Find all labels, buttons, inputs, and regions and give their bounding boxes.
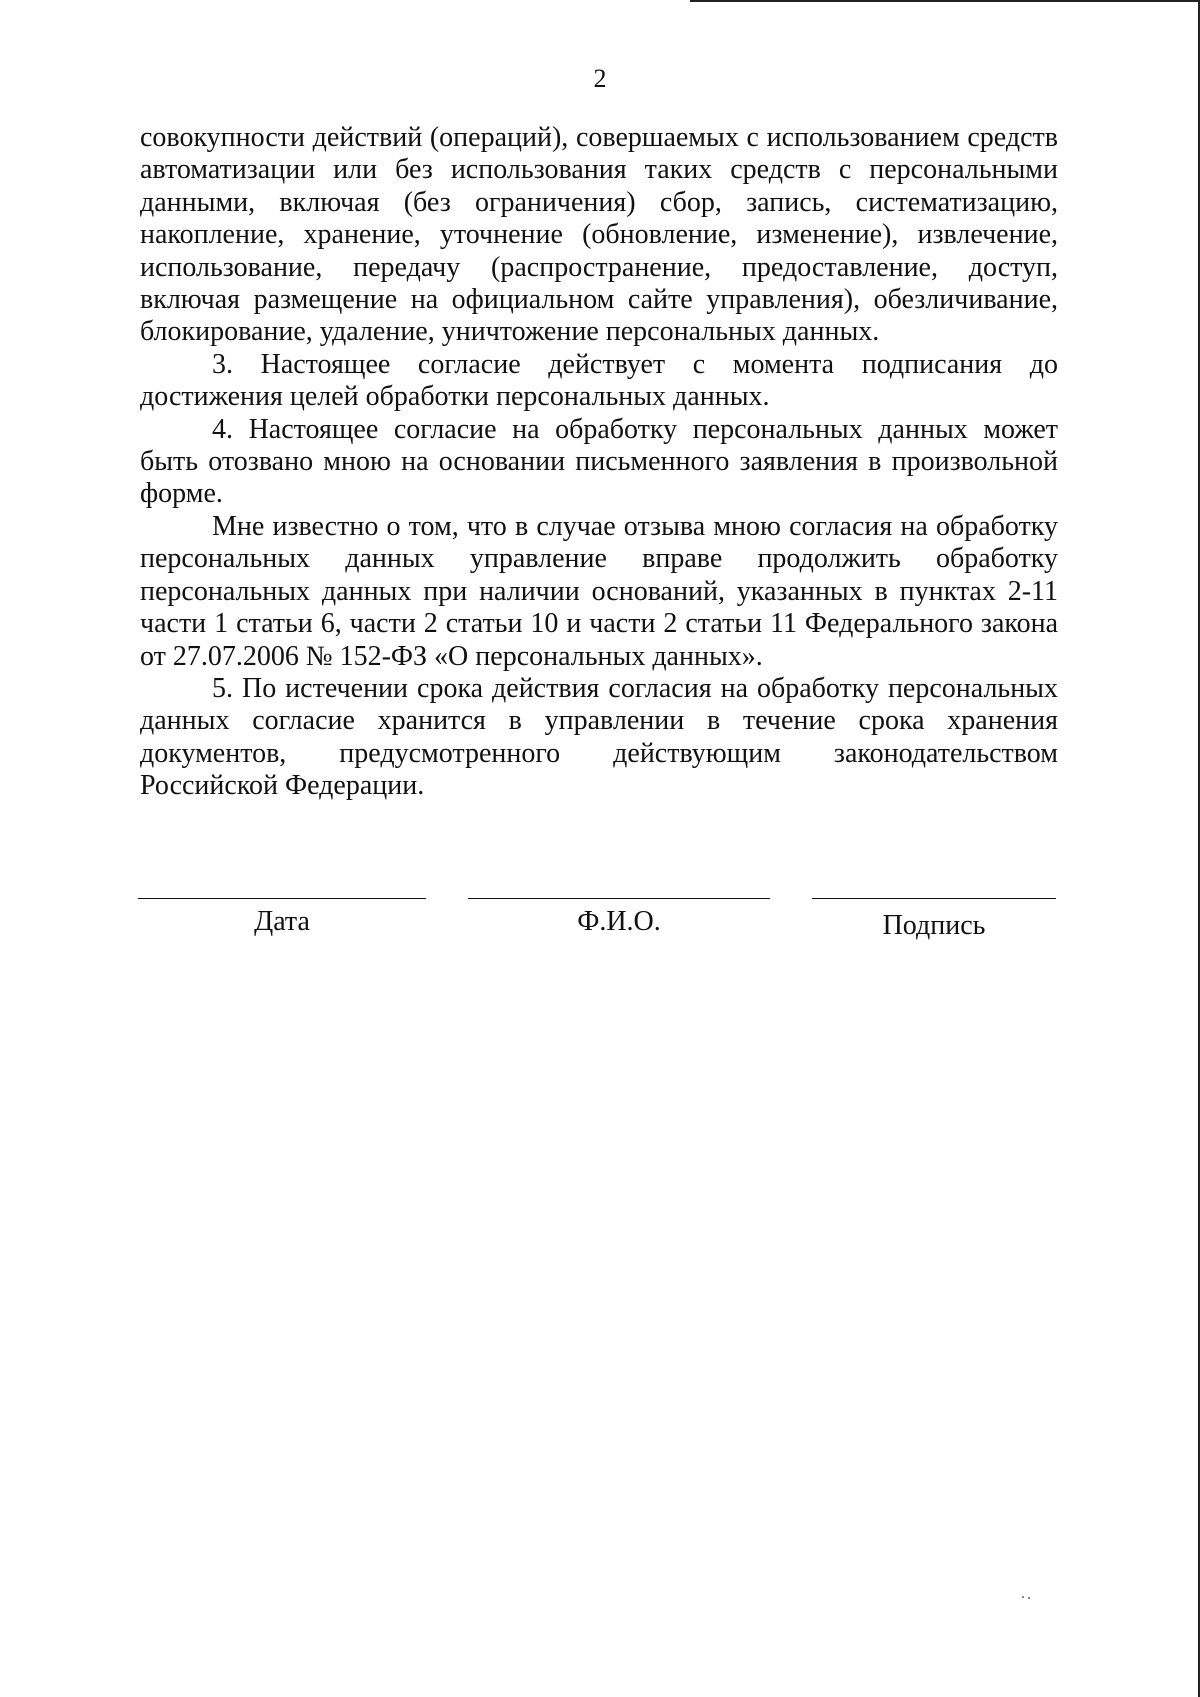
signature-block xyxy=(0,898,1200,958)
name-line xyxy=(468,898,770,899)
page-number: 2 xyxy=(593,64,607,93)
date-label: Дата xyxy=(254,906,310,937)
document-body xyxy=(140,122,1058,803)
scan-speck xyxy=(1022,1596,1024,1598)
paragraph-withdrawal-notice: Мне известно о том, что в случае отзыва мною согласия на обработку персональных данных управление вправе продолжить обработку персональных данных при наличии оснований, указанных в пунктах 2-11 части 1 статьи 6, части 2 статьи 10 и части 2 статьи 11 Федерального закона от 27.07.2006 № 152-ФЗ «О персональных данных». xyxy=(140,510,1058,672)
date-line xyxy=(138,898,426,899)
paragraph-processing-actions: совокупности действий (операций), совершаемых с использованием средств автоматизации или без использования таких средств с персональными данными, включая (без ограничения) сбор, запись, систематизацию, накопление, хранение, уточнение (обновление, изменение), извлечение, использование, передачу (распространение, предоставление, доступ, включая размещение на официальном сайте управления), обезличивание, блокирование, удаление, уничтожение персональных данных. xyxy=(140,122,1058,348)
paragraph-item-5: 5. По истечении срока действия согласия на обработку персональных данных согласие хранится в управлении в течение срока хранения документов, предусмотренного действующим законодательством Российской Федерации. xyxy=(140,672,1058,802)
signature-line xyxy=(812,898,1056,899)
scan-edge-top xyxy=(690,0,1200,2)
signature-label: Подпись xyxy=(882,910,986,941)
scan-speck xyxy=(1028,1597,1030,1599)
paragraph-item-4: 4. Настоящее согласие на обработку персональных данных может быть отозвано мною на основании письменного заявления в произвольной форме. xyxy=(140,413,1058,510)
name-label: Ф.И.О. xyxy=(577,906,661,937)
paragraph-item-3: 3. Настоящее согласие действует с момента подписания до достижения целей обработки персональных данных. xyxy=(140,348,1058,413)
